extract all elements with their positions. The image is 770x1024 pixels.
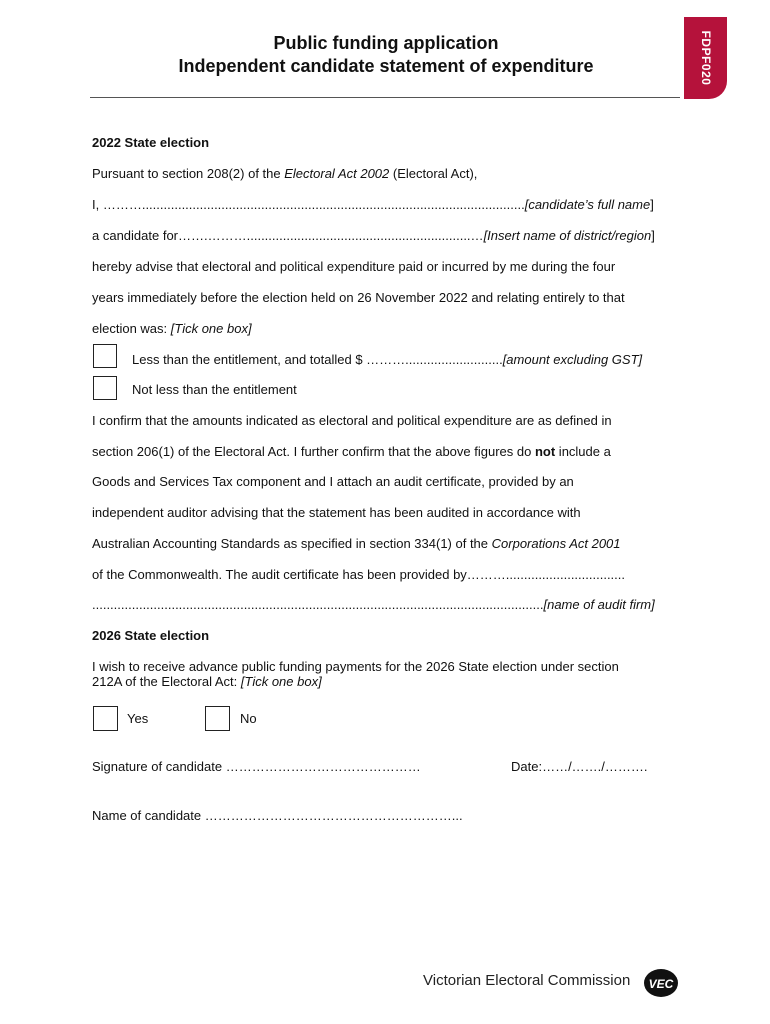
form-code-tab xyxy=(684,17,727,99)
corporations-act: Corporations Act 2001 xyxy=(491,536,621,551)
tick-one-box-hint: [Tick one box] xyxy=(170,321,252,336)
no-checkbox[interactable] xyxy=(205,706,230,731)
pursuant-text: Pursuant to section 208(2) of the xyxy=(92,166,285,181)
audit-firm-dots: ............................................................................................................................. xyxy=(92,597,544,612)
yes-checkbox[interactable] xyxy=(93,706,118,731)
date-field[interactable]: Date:……/……./………. xyxy=(511,759,648,774)
act-name: Electoral Act 2002 xyxy=(284,166,390,181)
amount-hint: [amount excluding GST] xyxy=(502,352,643,367)
audit-provided-line[interactable]: of the Commonwealth. The audit certificate has been provided by………................................. xyxy=(92,567,625,582)
tick-one-box-hint-2: [Tick one box] xyxy=(240,674,322,689)
audit-firm-line[interactable] xyxy=(92,597,655,612)
candidate-name-bracket: ] xyxy=(650,197,654,212)
confirm-text: section 206(1) of the Electoral Act. I further confirm that the above figures do xyxy=(92,444,535,459)
confirm-line-2 xyxy=(92,444,611,459)
less-than-label: Less than the entitlement, and totalled $ ………........................... xyxy=(132,352,503,367)
advise-line-2: years immediately before the election held on 26 November 2022 and relating entirely to that xyxy=(92,290,625,305)
confirm-line-3: Goods and Services Tax component and I attach an audit certificate, provided by an xyxy=(92,474,574,489)
not-emphasis: not xyxy=(534,444,556,459)
advise-text: election was: xyxy=(92,321,171,336)
candidate-name-field[interactable]: Name of candidate …………………………………………………... xyxy=(92,808,463,823)
confirm-line-1: I confirm that the amounts indicated as electoral and political expenditure are as defined in xyxy=(92,413,612,428)
pursuant-suffix: (Electoral Act), xyxy=(389,166,478,181)
candidate-name-hint: [candidate’s full name xyxy=(524,197,651,212)
header-divider xyxy=(90,97,680,98)
wish-text: 212A of the Electoral Act: xyxy=(92,674,241,689)
vec-logo-text: VEC xyxy=(648,977,674,991)
district-line[interactable] xyxy=(92,228,655,243)
candidate-name-dots: I, ……….......................................................................................................... xyxy=(92,197,525,212)
district-bracket: ] xyxy=(651,228,655,243)
not-less-than-checkbox[interactable] xyxy=(93,376,117,400)
advise-line-1: hereby advise that electoral and political expenditure paid or incurred by me during the four xyxy=(92,259,616,274)
candidate-name-line[interactable] xyxy=(92,197,654,212)
confirm-line-4: independent auditor advising that the statement has been audited in accordance with xyxy=(92,505,581,520)
no-label: No xyxy=(240,711,257,726)
wish-line-2 xyxy=(92,674,322,689)
yes-label: Yes xyxy=(127,711,149,726)
wish-line-1: I wish to receive advance public funding payments for the 2026 State election under section xyxy=(92,659,619,674)
less-than-option xyxy=(132,352,642,367)
section-2022-heading: 2022 State election xyxy=(92,135,210,150)
audit-firm-hint: [name of audit firm] xyxy=(543,597,655,612)
confirm-line-5 xyxy=(92,536,621,551)
district-dots: a candidate for…….………..............................................................… xyxy=(92,228,484,243)
vec-org-name: Victorian Electoral Commission xyxy=(423,972,631,989)
not-less-than-label: Not less than the entitlement xyxy=(132,382,297,397)
page-subtitle: Independent candidate statement of expenditure xyxy=(178,56,594,76)
pursuant-line xyxy=(92,166,477,181)
advise-line-3 xyxy=(92,321,252,336)
page-title: Public funding application xyxy=(273,33,499,53)
confirm-suffix: include a xyxy=(555,444,611,459)
vec-logo xyxy=(642,967,680,999)
signature-field[interactable]: Signature of candidate ……………………………………… xyxy=(92,759,421,774)
form-code: FDPF020 xyxy=(698,30,713,86)
less-than-checkbox[interactable] xyxy=(93,344,117,368)
district-hint: [Insert name of district/region xyxy=(483,228,652,243)
confirm-standards-text: Australian Accounting Standards as specified in section 334(1) of the xyxy=(92,536,492,551)
section-2026-heading: 2026 State election xyxy=(92,628,210,643)
